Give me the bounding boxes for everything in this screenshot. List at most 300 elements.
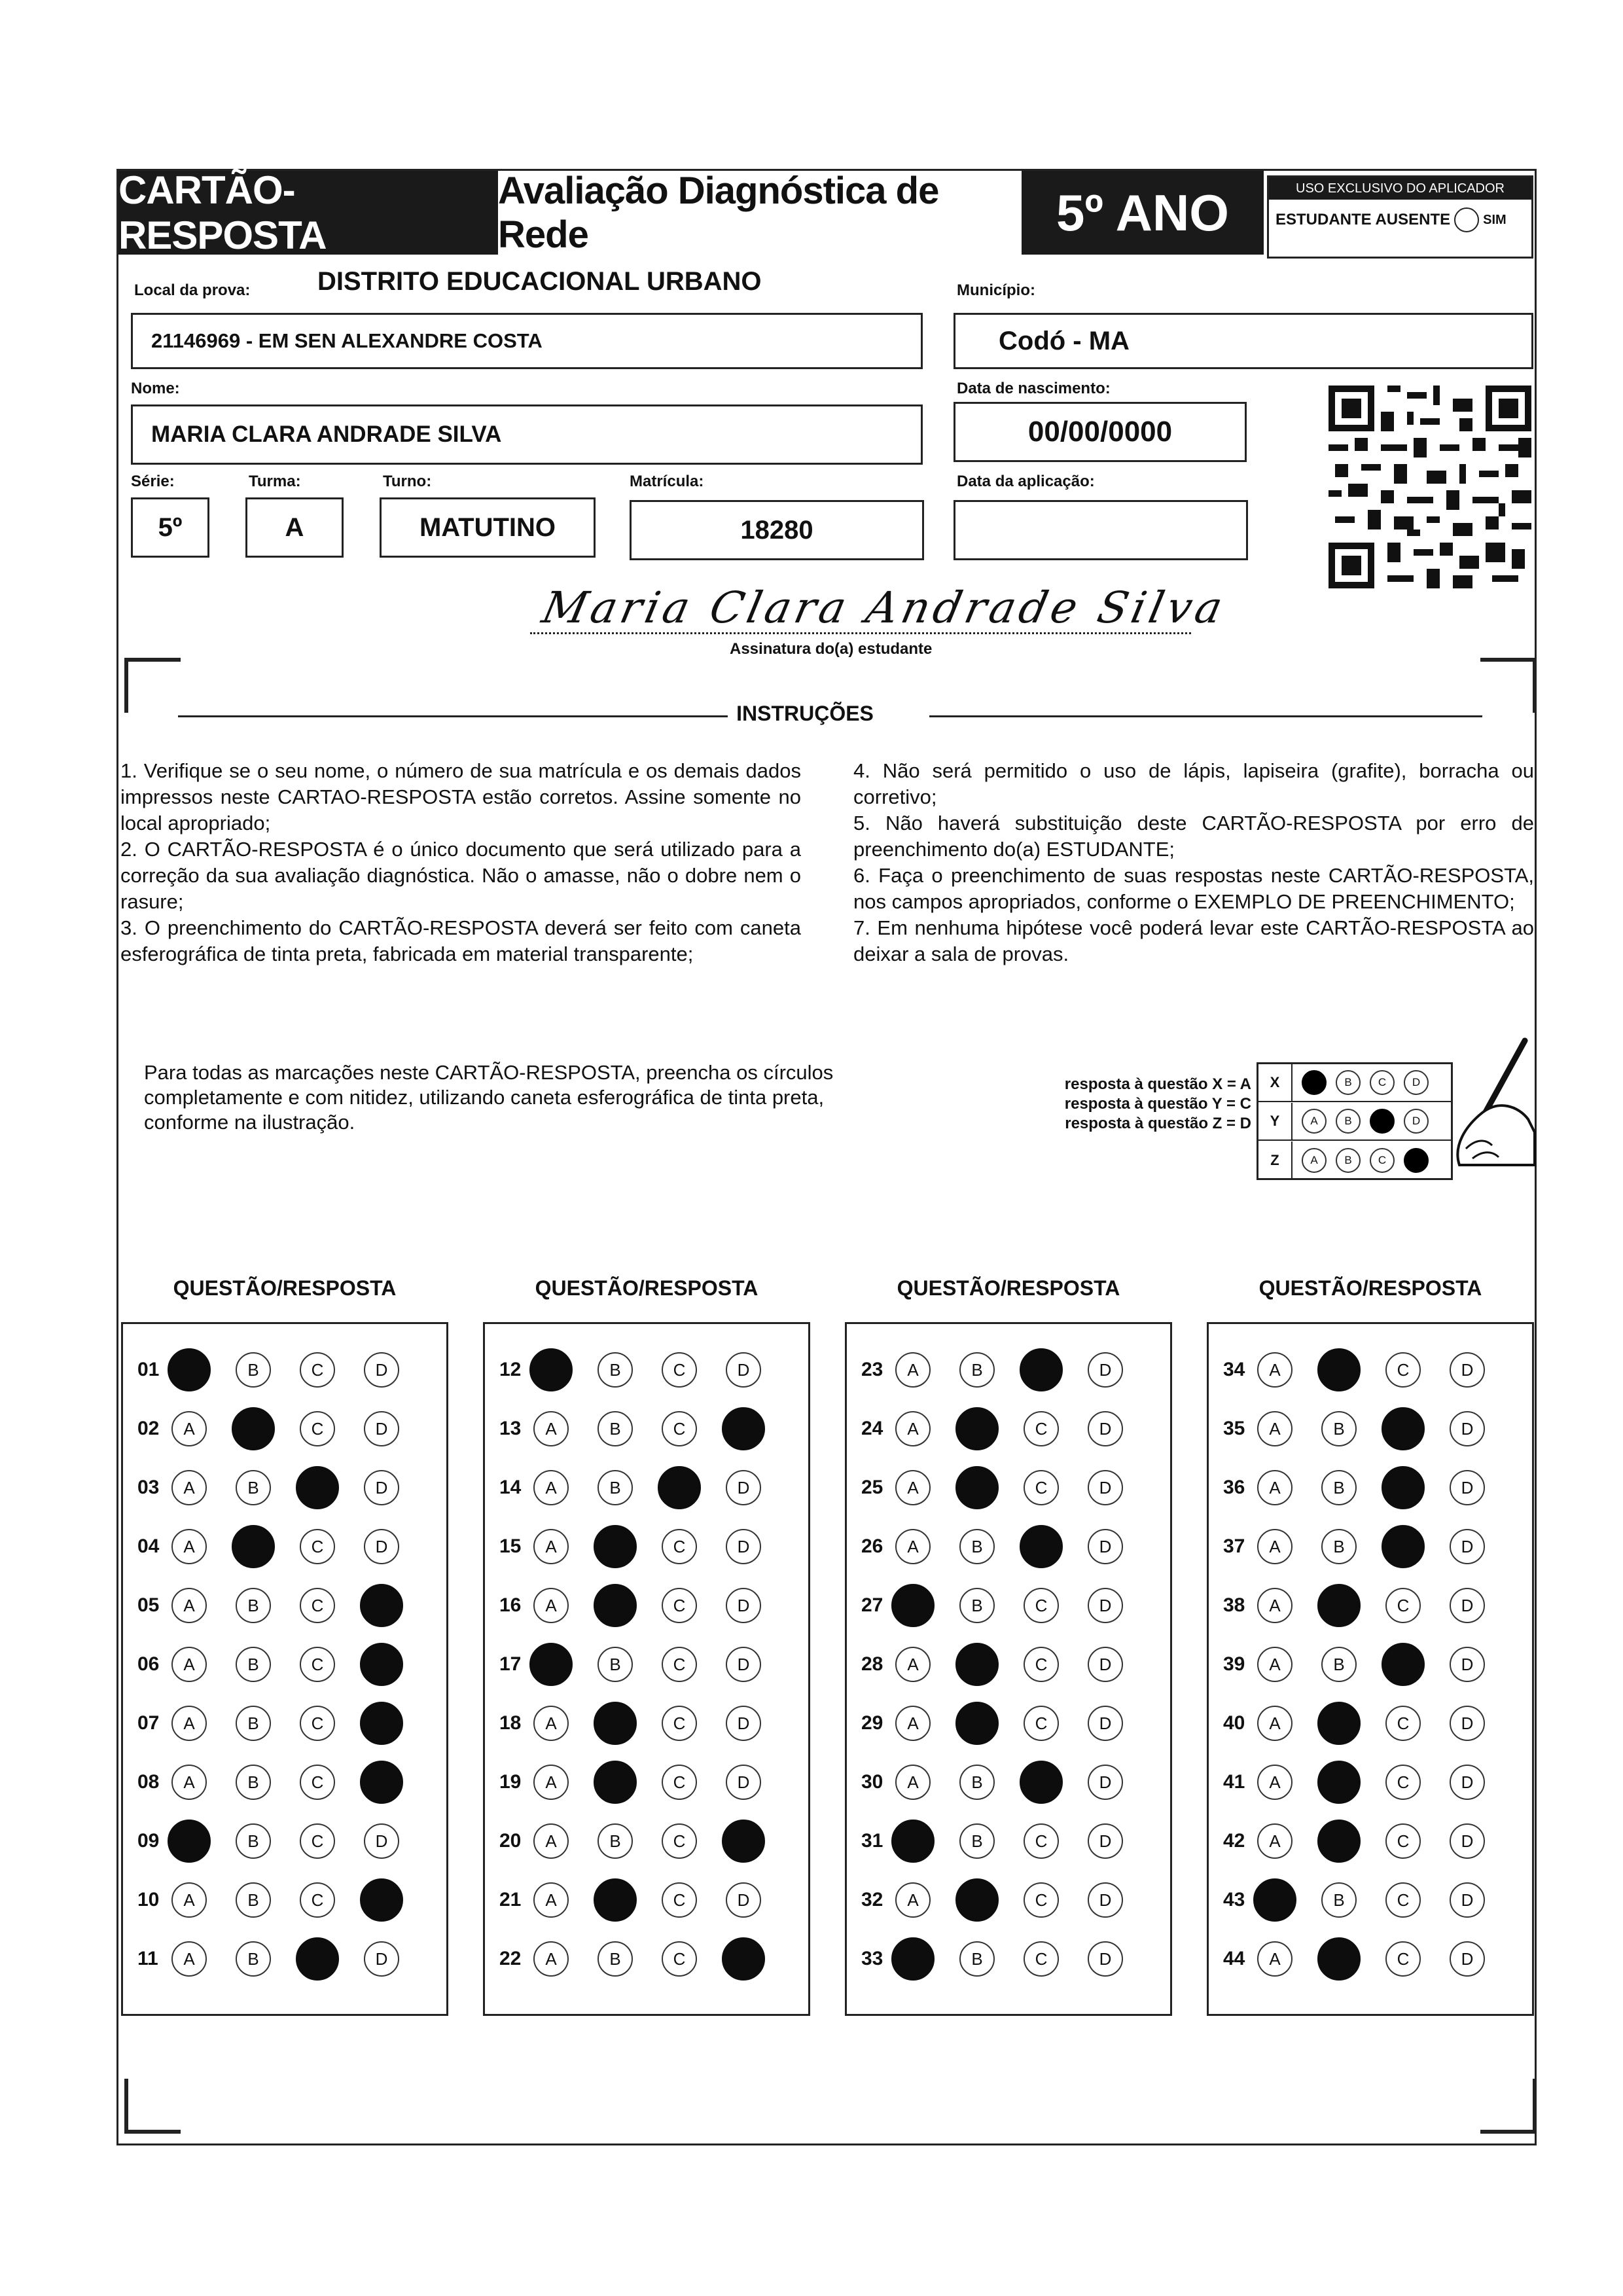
- answer-bubble-b[interactable]: B: [959, 1765, 995, 1800]
- example-bubble-b: B: [1336, 1070, 1361, 1095]
- answer-bubble-d[interactable]: D: [1450, 1411, 1485, 1446]
- answer-bubble-d[interactable]: D: [1088, 1529, 1123, 1564]
- answer-bubble-d[interactable]: D: [726, 1647, 761, 1682]
- answer-bubble-d[interactable]: D: [364, 1823, 399, 1859]
- question-number: 10: [137, 1889, 160, 1910]
- answer-bubble-b[interactable]: [594, 1878, 637, 1922]
- answer-bubble-a[interactable]: [891, 1584, 935, 1627]
- answer-bubble-c[interactable]: C: [300, 1882, 335, 1918]
- answer-bubble-c[interactable]: C: [662, 1588, 697, 1623]
- example-bubble-a: A: [1302, 1109, 1327, 1134]
- answer-bubble-c[interactable]: C: [662, 1823, 697, 1859]
- fill-note: Para todas as marcações neste CARTÃO-RESPOSTA, preencha os círculos completamente e com nitidez, utilizando caneta esferográfica de tinta preta, conforme na ilustração.: [144, 1061, 834, 1134]
- answer-bubble-c[interactable]: C: [1385, 1765, 1421, 1800]
- answer-bubble-a[interactable]: A: [1257, 1529, 1293, 1564]
- answer-bubble-d[interactable]: [360, 1584, 403, 1627]
- question-number: 21: [499, 1889, 522, 1910]
- answer-row: [485, 1409, 808, 1448]
- question-number: 03: [137, 1477, 160, 1498]
- answer-row: [123, 1409, 446, 1448]
- serie-box: 5º: [131, 497, 209, 558]
- answer-bubble-d[interactable]: [360, 1878, 403, 1922]
- answer-bubble-b[interactable]: B: [597, 1941, 633, 1977]
- answer-bubble-d[interactable]: D: [1088, 1941, 1123, 1977]
- answer-bubble-b[interactable]: [594, 1525, 637, 1568]
- question-number: 07: [137, 1712, 160, 1734]
- question-number: 29: [861, 1712, 883, 1734]
- answer-bubble-c[interactable]: [658, 1466, 701, 1509]
- answer-row: [123, 1468, 446, 1507]
- question-number: 31: [861, 1830, 883, 1852]
- answer-bubble-c[interactable]: C: [1024, 1706, 1059, 1741]
- answer-row: [1209, 1468, 1532, 1507]
- answer-bubble-d[interactable]: D: [1450, 1706, 1485, 1741]
- answer-bubble-b[interactable]: B: [597, 1823, 633, 1859]
- answer-bubble-d[interactable]: [360, 1702, 403, 1745]
- answer-bubble-d[interactable]: D: [1450, 1823, 1485, 1859]
- answer-row: [485, 1350, 808, 1390]
- answer-bubble-d[interactable]: D: [1088, 1823, 1123, 1859]
- question-number: 01: [137, 1359, 160, 1380]
- answer-row: [485, 1527, 808, 1566]
- answer-column-header: QUESTÃO/RESPOSTA: [535, 1276, 758, 1300]
- question-number: 41: [1223, 1771, 1245, 1793]
- answer-bubble-b[interactable]: [955, 1702, 999, 1745]
- answer-bubble-b[interactable]: [955, 1466, 999, 1509]
- answer-bubble-c[interactable]: C: [1024, 1411, 1059, 1446]
- corner-mark-bottom-left: [124, 2079, 181, 2134]
- answer-bubble-d[interactable]: D: [364, 1470, 399, 1505]
- answer-bubble-d[interactable]: D: [1450, 1588, 1485, 1623]
- question-number: 40: [1223, 1712, 1245, 1734]
- answer-row: [123, 1880, 446, 1920]
- question-number: 06: [137, 1653, 160, 1675]
- answer-bubble-a[interactable]: [168, 1820, 211, 1863]
- answer-row: [847, 1763, 1170, 1802]
- corner-mark-top-right: [1480, 658, 1537, 713]
- answer-bubble-c[interactable]: C: [300, 1706, 335, 1741]
- example-bubble-a: [1302, 1070, 1327, 1095]
- answer-bubble-a[interactable]: A: [895, 1647, 931, 1682]
- answer-bubble-c[interactable]: C: [1024, 1823, 1059, 1859]
- answer-bubble-d[interactable]: D: [1088, 1647, 1123, 1682]
- turma-label: Turma:: [249, 473, 301, 490]
- question-number: 08: [137, 1771, 160, 1793]
- answer-bubble-b[interactable]: B: [1321, 1529, 1357, 1564]
- answer-bubble-d[interactable]: [360, 1643, 403, 1686]
- answer-bubble-c[interactable]: C: [1024, 1941, 1059, 1977]
- answer-bubble-c[interactable]: [1382, 1407, 1425, 1450]
- answer-row: [485, 1880, 808, 1920]
- answer-row: [485, 1763, 808, 1802]
- question-number: 23: [861, 1359, 883, 1380]
- answer-bubble-c[interactable]: C: [1024, 1470, 1059, 1505]
- answer-bubble-a[interactable]: A: [1257, 1470, 1293, 1505]
- instruction-7: 7. Em nenhuma hipótese você poderá levar este CARTÃO-RESPOSTA ao deixar a sala de provas.: [853, 916, 1534, 965]
- answer-bubble-c[interactable]: C: [662, 1706, 697, 1741]
- municipio-box: Codó - MA: [954, 313, 1533, 369]
- answer-bubble-d[interactable]: [722, 1820, 765, 1863]
- nascimento-label: Data de nascimento:: [957, 380, 1111, 397]
- answer-row: [485, 1468, 808, 1507]
- answer-bubble-c[interactable]: C: [662, 1411, 697, 1446]
- answer-bubble-b[interactable]: B: [1321, 1470, 1357, 1505]
- answer-bubble-c[interactable]: [1382, 1466, 1425, 1509]
- example-bubble-c: C: [1370, 1148, 1395, 1173]
- answer-bubble-a[interactable]: A: [533, 1588, 569, 1623]
- answer-bubble-b[interactable]: [1317, 1348, 1361, 1391]
- applicator-label: USO EXCLUSIVO DO APLICADOR: [1269, 177, 1531, 200]
- answer-row: [1209, 1586, 1532, 1625]
- matricula-label: Matrícula:: [630, 473, 704, 490]
- answer-bubble-d[interactable]: [722, 1937, 765, 1981]
- answer-bubble-a[interactable]: A: [533, 1529, 569, 1564]
- answer-bubble-c[interactable]: C: [300, 1647, 335, 1682]
- answer-bubble-c[interactable]: [296, 1937, 339, 1981]
- answer-bubble-a[interactable]: A: [171, 1529, 207, 1564]
- answer-bubble-d[interactable]: D: [364, 1941, 399, 1977]
- question-number: 05: [137, 1594, 160, 1616]
- answer-column: [483, 1322, 810, 2016]
- question-number: 09: [137, 1830, 160, 1852]
- answer-bubble-a[interactable]: A: [171, 1411, 207, 1446]
- instructions-left: [120, 758, 801, 967]
- answer-bubble-a[interactable]: [891, 1937, 935, 1981]
- answer-bubble-a[interactable]: A: [895, 1470, 931, 1505]
- answer-bubble-a[interactable]: A: [1257, 1941, 1293, 1977]
- answer-row: [1209, 1704, 1532, 1743]
- answer-bubble-c[interactable]: C: [662, 1647, 697, 1682]
- answer-bubble-c[interactable]: [1020, 1761, 1063, 1804]
- answer-row: [1209, 1527, 1532, 1566]
- answer-row: [1209, 1880, 1532, 1920]
- answer-bubble-d[interactable]: D: [1450, 1352, 1485, 1388]
- corner-mark-bottom-right: [1480, 2079, 1537, 2134]
- question-number: 43: [1223, 1889, 1245, 1910]
- answer-bubble-c[interactable]: C: [662, 1352, 697, 1388]
- answer-bubble-c[interactable]: C: [300, 1588, 335, 1623]
- answer-bubble-b[interactable]: [1317, 1702, 1361, 1745]
- instructions-right: [853, 758, 1534, 967]
- answer-bubble-d[interactable]: D: [1088, 1882, 1123, 1918]
- answer-bubble-a[interactable]: A: [171, 1706, 207, 1741]
- answer-row: [485, 1704, 808, 1743]
- answer-bubble-a[interactable]: A: [895, 1706, 931, 1741]
- answer-bubble-b[interactable]: [1317, 1937, 1361, 1981]
- answer-bubble-a[interactable]: A: [171, 1588, 207, 1623]
- answer-bubble-b[interactable]: B: [1321, 1882, 1357, 1918]
- answer-bubble-d[interactable]: D: [1450, 1765, 1485, 1800]
- turma-box: A: [245, 497, 344, 558]
- answer-row: [847, 1939, 1170, 1979]
- answer-bubble-b[interactable]: B: [959, 1941, 995, 1977]
- answer-bubble-c[interactable]: C: [1385, 1588, 1421, 1623]
- answer-row: [1209, 1763, 1532, 1802]
- answer-bubble-b[interactable]: B: [236, 1352, 271, 1388]
- answer-bubble-d[interactable]: D: [726, 1588, 761, 1623]
- answer-bubble-b[interactable]: B: [236, 1823, 271, 1859]
- question-number: 11: [137, 1948, 158, 1969]
- answer-bubble-a[interactable]: A: [1257, 1352, 1293, 1388]
- answer-bubble-a[interactable]: A: [533, 1823, 569, 1859]
- example-row-label: Y: [1258, 1103, 1293, 1139]
- answer-bubble-d[interactable]: D: [1450, 1647, 1485, 1682]
- answer-bubble-a[interactable]: A: [171, 1765, 207, 1800]
- answer-row: [123, 1763, 446, 1802]
- answer-bubble-d[interactable]: D: [1450, 1470, 1485, 1505]
- answer-bubble-b[interactable]: B: [236, 1941, 271, 1977]
- answer-row: [123, 1586, 446, 1625]
- answer-bubble-b[interactable]: B: [597, 1411, 633, 1446]
- answer-bubble-a[interactable]: A: [1257, 1765, 1293, 1800]
- answer-bubble-c[interactable]: C: [300, 1765, 335, 1800]
- answer-bubble-c[interactable]: C: [300, 1411, 335, 1446]
- answer-bubble-d[interactable]: D: [1450, 1882, 1485, 1918]
- answer-bubble-a[interactable]: A: [533, 1470, 569, 1505]
- answer-bubble-d[interactable]: D: [726, 1882, 761, 1918]
- answer-row: [1209, 1350, 1532, 1390]
- answer-bubble-a[interactable]: A: [533, 1882, 569, 1918]
- answer-bubble-a[interactable]: A: [171, 1941, 207, 1977]
- question-number: 16: [499, 1594, 522, 1616]
- answer-bubble-d[interactable]: D: [1450, 1941, 1485, 1977]
- answer-bubble-a[interactable]: A: [171, 1647, 207, 1682]
- answer-bubble-d[interactable]: D: [726, 1470, 761, 1505]
- signature-label: Assinatura do(a) estudante: [730, 640, 933, 658]
- answer-row: [123, 1350, 446, 1390]
- answer-bubble-b[interactable]: B: [959, 1823, 995, 1859]
- answer-bubble-a[interactable]: A: [171, 1470, 207, 1505]
- answer-row: [485, 1821, 808, 1861]
- corner-mark-top-left: [124, 658, 181, 713]
- answer-bubble-a[interactable]: A: [1257, 1647, 1293, 1682]
- answer-bubble-b[interactable]: [955, 1643, 999, 1686]
- answer-bubble-b[interactable]: [594, 1702, 637, 1745]
- answer-row: [1209, 1645, 1532, 1684]
- answer-bubble-b[interactable]: B: [597, 1352, 633, 1388]
- answer-bubble-b[interactable]: [1317, 1584, 1361, 1627]
- answer-bubble-c[interactable]: C: [300, 1529, 335, 1564]
- answer-bubble-c[interactable]: C: [1385, 1823, 1421, 1859]
- question-number: 30: [861, 1771, 883, 1793]
- answer-row: [1209, 1821, 1532, 1861]
- answer-bubble-c[interactable]: [1382, 1643, 1425, 1686]
- answer-bubble-a[interactable]: A: [171, 1882, 207, 1918]
- answer-row: [847, 1821, 1170, 1861]
- example-bubble-d: D: [1404, 1109, 1429, 1134]
- answer-bubble-c[interactable]: C: [1024, 1588, 1059, 1623]
- answer-bubble-a[interactable]: [529, 1643, 573, 1686]
- answer-bubble-a[interactable]: A: [533, 1765, 569, 1800]
- answer-column-header: QUESTÃO/RESPOSTA: [1258, 1276, 1482, 1300]
- answer-bubble-a[interactable]: A: [1257, 1706, 1293, 1741]
- example-bubble-b: B: [1336, 1109, 1361, 1134]
- answer-bubble-a[interactable]: A: [895, 1411, 931, 1446]
- question-number: 36: [1223, 1477, 1245, 1498]
- nome-label: Nome:: [131, 380, 180, 397]
- answer-bubble-b[interactable]: [955, 1407, 999, 1450]
- instructions-rule-right: [929, 715, 1482, 717]
- answer-bubble-d[interactable]: D: [1088, 1765, 1123, 1800]
- answer-bubble-d[interactable]: D: [726, 1529, 761, 1564]
- answer-row: [1209, 1939, 1532, 1979]
- answer-row: [847, 1527, 1170, 1566]
- answer-bubble-a[interactable]: A: [1257, 1588, 1293, 1623]
- answer-bubble-b[interactable]: [1317, 1761, 1361, 1804]
- answer-bubble-a[interactable]: A: [895, 1882, 931, 1918]
- question-number: 04: [137, 1535, 160, 1557]
- absent-label: ESTUDANTE AUSENTE: [1275, 211, 1451, 228]
- answer-bubble-d[interactable]: [722, 1407, 765, 1450]
- example-legend: [1008, 1075, 1251, 1134]
- answer-bubble-b[interactable]: [232, 1407, 275, 1450]
- answer-bubble-c[interactable]: C: [1385, 1352, 1421, 1388]
- answer-bubble-c[interactable]: [1020, 1348, 1063, 1391]
- answer-bubble-b[interactable]: B: [1321, 1411, 1357, 1446]
- example-bubble-a: A: [1302, 1148, 1327, 1173]
- answer-bubble-c[interactable]: [1020, 1525, 1063, 1568]
- example-bubble-b: B: [1336, 1148, 1361, 1173]
- answer-bubble-a[interactable]: A: [895, 1529, 931, 1564]
- question-number: 14: [499, 1477, 522, 1498]
- answer-bubble-d[interactable]: D: [1450, 1529, 1485, 1564]
- answer-bubble-c[interactable]: C: [300, 1352, 335, 1388]
- grade-banner: 5º ANO: [1022, 171, 1264, 255]
- instruction-2: 2. O CARTÃO-RESPOSTA é o único documento que será utilizado para a correção da sua avaliação diagnóstica. Não o amasse, não o dobre nem o rasure;: [120, 838, 801, 913]
- qr-code: [1329, 385, 1531, 589]
- answer-bubble-a[interactable]: [891, 1820, 935, 1863]
- answer-bubble-d[interactable]: [360, 1761, 403, 1804]
- answer-bubble-a[interactable]: A: [533, 1411, 569, 1446]
- question-number: 12: [499, 1359, 522, 1380]
- answer-column: [1207, 1322, 1534, 2016]
- question-number: 25: [861, 1477, 883, 1498]
- question-number: 37: [1223, 1535, 1245, 1557]
- answer-row: [1209, 1409, 1532, 1448]
- answer-bubble-b[interactable]: [1317, 1820, 1361, 1863]
- absent-option: SIM: [1483, 212, 1507, 227]
- answer-bubble-d[interactable]: D: [1088, 1411, 1123, 1446]
- example-row-label: Z: [1258, 1141, 1293, 1179]
- answer-bubble-c[interactable]: [296, 1466, 339, 1509]
- answer-row: [847, 1704, 1170, 1743]
- instruction-3: 3. O preenchimento do CARTÃO-RESPOSTA deverá ser feito com caneta esferográfica de tinta preta, fabricada em material transparente;: [120, 916, 801, 965]
- example-line-z: resposta à questão Z = D: [1065, 1115, 1251, 1132]
- answer-bubble-a[interactable]: A: [533, 1706, 569, 1741]
- answer-bubble-c[interactable]: C: [1024, 1882, 1059, 1918]
- example-line-y: resposta à questão Y = C: [1064, 1095, 1251, 1113]
- instruction-1: 1. Verifique se o seu nome, o número de sua matrícula e os demais dados impressos neste CARTAO-RESPOSTA estão corretos. Assine somente no local apropriado;: [120, 759, 801, 834]
- applicator-box: [1267, 175, 1533, 259]
- answer-bubble-c[interactable]: C: [1385, 1941, 1421, 1977]
- answer-row: [123, 1645, 446, 1684]
- example-bubble-c: C: [1370, 1070, 1395, 1095]
- instruction-5: 5. Não haverá substituição deste CARTÃO-RESPOSTA por erro de preenchimento do(a) ESTUDANTE;: [853, 812, 1534, 861]
- answer-bubble-d[interactable]: D: [726, 1706, 761, 1741]
- answer-row: [123, 1821, 446, 1861]
- nascimento-box: 00/00/0000: [954, 402, 1247, 462]
- answer-row: [847, 1586, 1170, 1625]
- instruction-6: 6. Faça o preenchimento de suas respostas neste CARTÃO-RESPOSTA, nos campos apropriados, conforme o EXEMPLO DE PREENCHIMENTO;: [853, 864, 1534, 913]
- answer-bubble-a[interactable]: A: [895, 1352, 931, 1388]
- question-number: 33: [861, 1948, 883, 1969]
- answer-bubble-c[interactable]: C: [662, 1529, 697, 1564]
- question-number: 32: [861, 1889, 883, 1910]
- answer-bubble-b[interactable]: B: [1321, 1647, 1357, 1682]
- answer-bubble-a[interactable]: A: [1257, 1823, 1293, 1859]
- answer-bubble-b[interactable]: B: [959, 1352, 995, 1388]
- answer-bubble-b[interactable]: B: [236, 1588, 271, 1623]
- answer-bubble-d[interactable]: D: [1088, 1470, 1123, 1505]
- local-label: Local da prova:: [134, 281, 251, 299]
- answer-bubble-b[interactable]: B: [236, 1882, 271, 1918]
- answer-bubble-c[interactable]: C: [1385, 1706, 1421, 1741]
- absent-row: [1269, 200, 1531, 240]
- answer-bubble-d[interactable]: D: [726, 1352, 761, 1388]
- answer-bubble-b[interactable]: B: [236, 1706, 271, 1741]
- absent-checkbox[interactable]: [1454, 207, 1479, 232]
- answer-bubble-d[interactable]: D: [1088, 1588, 1123, 1623]
- answer-bubble-b[interactable]: B: [959, 1588, 995, 1623]
- answer-bubble-c[interactable]: C: [300, 1823, 335, 1859]
- answer-row: [123, 1527, 446, 1566]
- answer-bubble-b[interactable]: [594, 1584, 637, 1627]
- answer-bubble-c[interactable]: C: [662, 1882, 697, 1918]
- answer-bubble-c[interactable]: C: [1024, 1647, 1059, 1682]
- answer-bubble-c[interactable]: [1382, 1525, 1425, 1568]
- answer-bubble-b[interactable]: [955, 1878, 999, 1922]
- answer-bubble-b[interactable]: B: [597, 1647, 633, 1682]
- answer-bubble-a[interactable]: A: [1257, 1411, 1293, 1446]
- school-box: 21146969 - EM SEN ALEXANDRE COSTA: [131, 313, 923, 369]
- answer-bubble-a[interactable]: [1253, 1878, 1296, 1922]
- answer-bubble-a[interactable]: A: [533, 1941, 569, 1977]
- answer-bubble-b[interactable]: B: [236, 1765, 271, 1800]
- answer-bubble-c[interactable]: C: [1385, 1882, 1421, 1918]
- answer-bubble-d[interactable]: D: [364, 1411, 399, 1446]
- answer-bubble-b[interactable]: [594, 1761, 637, 1804]
- answer-bubble-c[interactable]: C: [662, 1765, 697, 1800]
- matricula-box: 18280: [630, 500, 924, 560]
- answer-bubble-b[interactable]: B: [959, 1529, 995, 1564]
- answer-bubble-d[interactable]: D: [364, 1352, 399, 1388]
- answer-bubble-b[interactable]: B: [597, 1470, 633, 1505]
- question-number: 28: [861, 1653, 883, 1675]
- answer-bubble-d[interactable]: D: [726, 1765, 761, 1800]
- answer-bubble-b[interactable]: B: [236, 1470, 271, 1505]
- answer-bubble-b[interactable]: [232, 1525, 275, 1568]
- answer-row: [847, 1350, 1170, 1390]
- instructions-title: INSTRUÇÕES: [736, 702, 874, 725]
- answer-bubble-d[interactable]: D: [1088, 1352, 1123, 1388]
- answer-bubble-c[interactable]: C: [662, 1941, 697, 1977]
- answer-bubble-a[interactable]: [529, 1348, 573, 1391]
- answer-bubble-d[interactable]: D: [1088, 1706, 1123, 1741]
- question-number: 24: [861, 1418, 883, 1439]
- answer-column: [121, 1322, 448, 2016]
- answer-row: [847, 1645, 1170, 1684]
- answer-row: [485, 1939, 808, 1979]
- answer-row: [123, 1939, 446, 1979]
- question-number: 19: [499, 1771, 522, 1793]
- answer-bubble-b[interactable]: B: [236, 1647, 271, 1682]
- municipio-label: Município:: [957, 281, 1035, 299]
- answer-bubble-a[interactable]: [168, 1348, 211, 1391]
- answer-bubble-d[interactable]: D: [364, 1529, 399, 1564]
- answer-bubble-a[interactable]: A: [895, 1765, 931, 1800]
- hand-pen-icon: [1420, 1034, 1538, 1185]
- answer-column-header: QUESTÃO/RESPOSTA: [173, 1276, 397, 1300]
